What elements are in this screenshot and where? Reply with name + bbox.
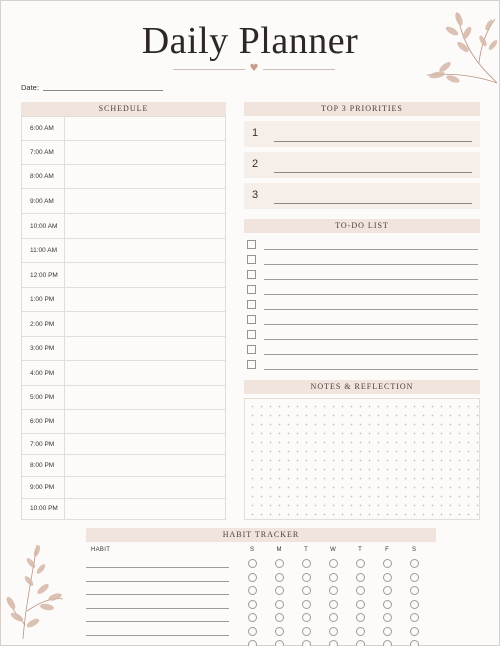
todo-write-line: [264, 249, 478, 250]
habit-check-circle[interactable]: [383, 600, 392, 609]
todo-checkbox[interactable]: [247, 330, 256, 339]
habit-check-circle[interactable]: [302, 586, 311, 595]
habit-check-circle[interactable]: [356, 640, 365, 646]
habit-check-circle[interactable]: [356, 559, 365, 568]
schedule-time-label: 10:00 AM: [30, 222, 58, 230]
habit-check-circle[interactable]: [329, 640, 338, 646]
schedule-row[interactable]: [22, 117, 225, 141]
botanical-sprig-icon: [3, 541, 69, 641]
habit-check-circle[interactable]: [383, 627, 392, 636]
date-field[interactable]: [43, 90, 163, 91]
schedule-column-divider: [64, 361, 65, 385]
habit-check-circle[interactable]: [410, 640, 419, 646]
schedule-column-divider: [64, 263, 65, 287]
todo-item[interactable]: [244, 238, 480, 253]
habit-check-circle[interactable]: [302, 627, 311, 636]
schedule-column-divider: [64, 410, 65, 433]
habit-write-line[interactable]: [86, 608, 229, 609]
notes-heading: NOTES & REFLECTION: [244, 380, 480, 394]
todo-heading: TO-DO LIST: [244, 219, 480, 233]
todo-item[interactable]: [244, 343, 480, 358]
habit-check-circle[interactable]: [248, 600, 257, 609]
schedule-row[interactable]: [22, 288, 225, 312]
schedule-row[interactable]: [22, 189, 225, 214]
habit-check-circle[interactable]: [275, 613, 284, 622]
todo-checkbox[interactable]: [247, 315, 256, 324]
habit-check-circle[interactable]: [248, 573, 257, 582]
schedule-column-divider: [64, 455, 65, 476]
habit-day-label: F: [385, 547, 389, 553]
habit-day-label: T: [304, 547, 308, 553]
schedule-time-label: 11:00 AM: [30, 247, 57, 254]
schedule-row[interactable]: [22, 477, 225, 499]
priority-write-line: [274, 203, 472, 204]
habit-tracker-heading: HABIT TRACKER: [86, 528, 436, 542]
schedule-table: [21, 116, 226, 520]
todo-write-line: [264, 339, 478, 340]
habit-check-circle[interactable]: [302, 573, 311, 582]
page-title: Daily Planner: [141, 20, 359, 62]
todo-write-line: [264, 279, 478, 280]
schedule-time-label: 5:00 PM: [30, 394, 55, 401]
schedule-column-divider: [64, 117, 65, 140]
schedule-time-label: 10:00 PM: [30, 505, 58, 512]
todo-checkbox[interactable]: [247, 360, 256, 369]
habit-check-circle[interactable]: [302, 600, 311, 609]
schedule-row[interactable]: [22, 337, 225, 361]
habit-day-label: M: [276, 547, 282, 553]
habit-check-circle[interactable]: [302, 640, 311, 646]
schedule-row[interactable]: [22, 455, 225, 477]
todo-item[interactable]: [244, 268, 480, 283]
schedule-row[interactable]: [22, 141, 225, 165]
todo-item[interactable]: [244, 283, 480, 298]
priority-row[interactable]: [244, 183, 480, 209]
habit-write-line[interactable]: [86, 567, 229, 568]
todo-checkbox[interactable]: [247, 240, 256, 249]
habit-check-circle[interactable]: [356, 627, 365, 636]
habit-check-circle[interactable]: [329, 613, 338, 622]
schedule-time-label: 7:00 AM: [30, 149, 54, 156]
schedule-row[interactable]: [22, 312, 225, 337]
habit-check-circle[interactable]: [275, 586, 284, 595]
schedule-time-label: 9:00 AM: [30, 197, 54, 205]
schedule-column-divider: [64, 477, 65, 498]
schedule-row[interactable]: [22, 434, 225, 455]
schedule-time-label: 3:00 PM: [30, 345, 55, 352]
habit-check-circle[interactable]: [329, 559, 338, 568]
habit-day-label: T: [358, 547, 362, 553]
schedule-column-divider: [64, 386, 65, 409]
habit-check-circle[interactable]: [383, 573, 392, 582]
habit-column-label: HABIT: [91, 547, 111, 553]
schedule-row[interactable]: [22, 263, 225, 288]
schedule-column-divider: [64, 239, 65, 262]
todo-item[interactable]: [244, 313, 480, 328]
schedule-row[interactable]: [22, 386, 225, 410]
schedule-time-label: 6:00 AM: [30, 125, 54, 132]
todo-write-line: [264, 324, 478, 325]
priority-number: 3: [252, 189, 259, 201]
schedule-column-divider: [64, 165, 65, 188]
schedule-row[interactable]: [22, 361, 225, 386]
todo-checkbox[interactable]: [247, 345, 256, 354]
todo-checkbox[interactable]: [247, 300, 256, 309]
priority-row[interactable]: [244, 121, 480, 147]
priority-write-line: [274, 172, 472, 173]
title-divider-left: [173, 69, 245, 70]
schedule-row[interactable]: [22, 410, 225, 434]
habit-write-line[interactable]: [86, 581, 229, 582]
schedule-column-divider: [64, 288, 65, 311]
habit-check-circle[interactable]: [383, 559, 392, 568]
habit-check-circle[interactable]: [356, 573, 365, 582]
schedule-time-label: 2:00 PM: [30, 320, 55, 328]
habit-day-label: S: [411, 547, 416, 553]
habit-check-circle[interactable]: [248, 640, 257, 646]
habit-write-line[interactable]: [86, 635, 229, 636]
habit-day-label: S: [249, 547, 254, 553]
todo-item[interactable]: [244, 253, 480, 268]
habit-check-circle[interactable]: [275, 600, 284, 609]
habit-check-circle[interactable]: [248, 613, 257, 622]
habit-check-circle[interactable]: [410, 586, 419, 595]
schedule-row[interactable]: [22, 165, 225, 189]
habit-check-circle[interactable]: [302, 559, 311, 568]
habit-check-circle[interactable]: [329, 627, 338, 636]
habit-check-circle[interactable]: [356, 586, 365, 595]
habit-check-circle[interactable]: [356, 600, 365, 609]
habit-check-circle[interactable]: [275, 640, 284, 646]
habit-check-circle[interactable]: [248, 586, 257, 595]
priorities-heading: TOP 3 PRIORITIES: [244, 102, 480, 116]
schedule-time-label: 8:00 PM: [30, 462, 55, 469]
todo-checkbox[interactable]: [247, 285, 256, 294]
habit-check-circle[interactable]: [383, 613, 392, 622]
habit-check-circle[interactable]: [248, 627, 257, 636]
habit-check-circle[interactable]: [410, 613, 419, 622]
date-label: Date:: [21, 83, 39, 92]
habit-write-line[interactable]: [86, 594, 229, 595]
todo-item[interactable]: [244, 298, 480, 313]
habit-check-circle[interactable]: [275, 627, 284, 636]
habit-check-circle[interactable]: [410, 573, 419, 582]
schedule-column-divider: [64, 141, 65, 164]
habit-check-circle[interactable]: [275, 559, 284, 568]
todo-checkbox[interactable]: [247, 255, 256, 264]
schedule-column-divider: [64, 312, 65, 336]
schedule-time-label: 8:00 AM: [30, 173, 54, 180]
habit-check-circle[interactable]: [383, 586, 392, 595]
schedule-row[interactable]: [22, 239, 225, 263]
schedule-time-label: 9:00 PM: [30, 484, 55, 491]
schedule-column-divider: [64, 214, 65, 238]
schedule-time-label: 7:00 PM: [30, 440, 55, 448]
heart-icon: ♥: [249, 63, 259, 74]
habit-check-circle[interactable]: [410, 600, 419, 609]
schedule-column-divider: [64, 337, 65, 360]
todo-write-line: [264, 309, 478, 310]
schedule-time-label: 6:00 PM: [30, 418, 55, 425]
schedule-column-divider: [64, 434, 65, 454]
priority-row[interactable]: [244, 152, 480, 178]
schedule-column-divider: [64, 189, 65, 213]
schedule-time-label: 12:00 PM: [30, 271, 58, 279]
schedule-time-label: 4:00 PM: [30, 369, 55, 377]
habit-write-line[interactable]: [86, 621, 229, 622]
habit-check-circle[interactable]: [275, 573, 284, 582]
habit-check-circle[interactable]: [329, 573, 338, 582]
todo-write-line: [264, 369, 478, 370]
habit-check-circle[interactable]: [329, 586, 338, 595]
schedule-row[interactable]: [22, 214, 225, 239]
habit-check-circle[interactable]: [383, 640, 392, 646]
priority-number: 2: [252, 158, 259, 170]
habit-day-label: W: [330, 547, 336, 553]
schedule-heading: SCHEDULE: [21, 102, 226, 116]
schedule-time-label: 1:00 PM: [30, 296, 55, 303]
schedule-row[interactable]: [22, 499, 225, 519]
habit-check-circle[interactable]: [329, 600, 338, 609]
notes-dot-grid[interactable]: [244, 398, 480, 520]
schedule-column-divider: [64, 499, 65, 519]
todo-write-line: [264, 354, 478, 355]
todo-item[interactable]: [244, 358, 480, 373]
todo-item[interactable]: [244, 328, 480, 343]
habit-check-circle[interactable]: [302, 613, 311, 622]
habit-check-circle[interactable]: [410, 559, 419, 568]
habit-check-circle[interactable]: [356, 613, 365, 622]
todo-write-line: [264, 264, 478, 265]
todo-write-line: [264, 294, 478, 295]
habit-check-circle[interactable]: [248, 559, 257, 568]
priority-write-line: [274, 141, 472, 142]
priority-number: 1: [252, 127, 259, 139]
todo-checkbox[interactable]: [247, 270, 256, 279]
habit-check-circle[interactable]: [410, 627, 419, 636]
title-divider-right: [263, 69, 335, 70]
